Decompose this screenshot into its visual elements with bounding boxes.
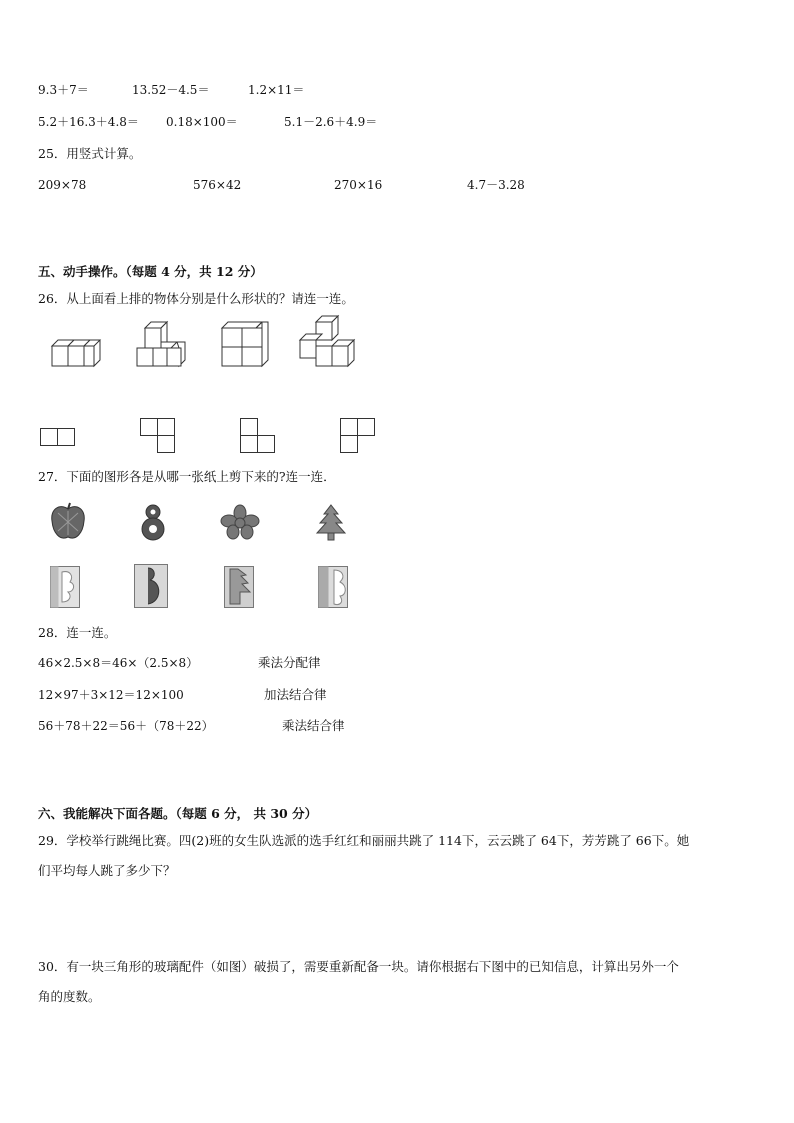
q25-prompt: 25．用竖式计算。 [38, 146, 142, 161]
calc-1-3: 1.2×11＝ [248, 83, 305, 97]
q30-line2: 角的度数。 [38, 989, 101, 1004]
paper-sheet-3-icon [224, 566, 254, 608]
q28-prompt: 28．连一连。 [38, 625, 117, 640]
top-view-2 [140, 418, 176, 454]
apple-cutout-icon [50, 503, 86, 541]
section5-title: 五、动手操作。（每题 4 分，共 12 分） [38, 264, 263, 279]
calc-1-1: 9.3＋7＝ [38, 83, 89, 97]
section6-title: 六、我能解决下面各题。（每题 6 分， 共 30 分） [38, 806, 318, 821]
q28-right-2: 加法结合律 [264, 687, 327, 702]
top-view-4 [340, 418, 376, 454]
paper-sheet-1-icon [50, 566, 80, 608]
top-view-3 [240, 418, 276, 454]
q28-left-3: 56＋78＋22＝56＋（78＋22） [38, 719, 214, 733]
q28-right-3: 乘法结合律 [282, 718, 345, 733]
q25-item-2: 576×42 [193, 178, 242, 192]
q25-item-3: 270×16 [334, 178, 383, 192]
cube-figure-1 [52, 334, 104, 370]
flower-cutout-icon [220, 505, 260, 539]
q29-line2: 们平均每人跳了多少下？ [38, 863, 176, 878]
cube-figure-3 [222, 322, 270, 370]
q25-item-4: 4.7－3.28 [467, 178, 525, 192]
cube-figure-4 [300, 316, 358, 372]
q26-prompt: 26．从上面看上排的物体分别是什么形状的？请连一连。 [38, 291, 354, 306]
q29-line1: 29．学校举行跳绳比赛。四(2)班的女生队选派的选手红红和丽丽共跳了 114下，云云跳了 64下，芳芳跳了 66下。她 [38, 833, 690, 848]
calc-1-2: 13.52－4.5＝ [132, 83, 210, 97]
q28-left-1: 46×2.5×8＝46×（2.5×8） [38, 656, 199, 670]
cube-figure-2 [137, 322, 189, 370]
calc-2-2: 0.18×100＝ [166, 115, 238, 129]
calc-2-1: 5.2＋16.3＋4.8＝ [38, 115, 139, 129]
paper-sheet-2-icon [134, 564, 168, 608]
q27-prompt: 27．下面的图形各是从哪一张纸上剪下来的?连一连． [38, 469, 336, 484]
q28-left-2: 12×97＋3×12＝12×100 [38, 688, 184, 702]
q25-item-1: 209×78 [38, 178, 87, 192]
q30-line1: 30．有一块三角形的玻璃配件（如图）破损了，需要重新配备一块。请你根据右下图中的已知信息，计算出另外一个 [38, 959, 679, 974]
calc-2-3: 5.1－2.6＋4.9＝ [284, 115, 378, 129]
gourd-cutout-icon [138, 503, 168, 541]
q28-right-1: 乘法分配律 [258, 655, 321, 670]
paper-sheet-4-icon [318, 566, 348, 608]
tree-cutout-icon [316, 505, 346, 541]
top-view-1 [40, 428, 76, 446]
